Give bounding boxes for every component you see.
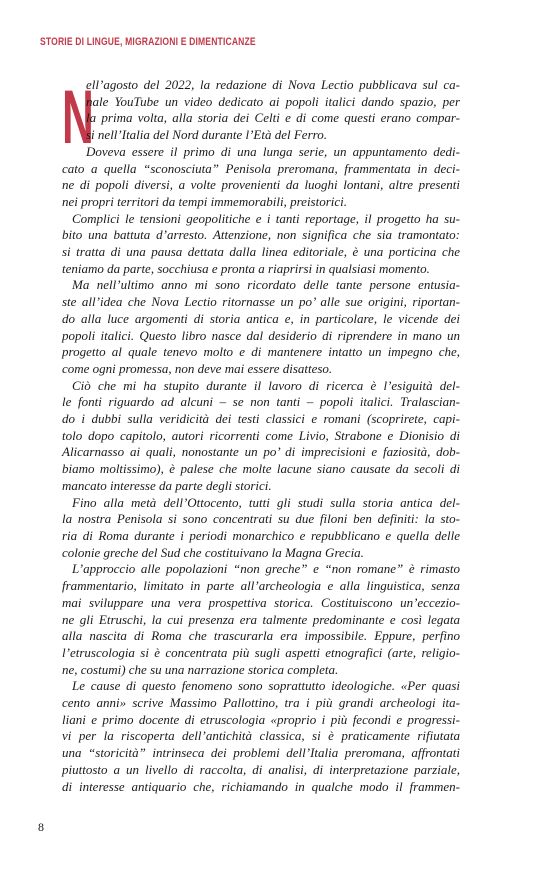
- paragraph: [62, 211, 460, 278]
- text-line: Le cause di questo fenomeno sono soprattutto ideologiche. «Per quasi: [72, 678, 460, 694]
- text-line: frammentario, limitato in parte all’archeologia e alla linguistica, senza: [62, 578, 460, 594]
- text-line: ne di popoli diversi, a volte provenienti da luoghi lontani, altre presenti: [62, 177, 460, 193]
- text-line: mancato interesse da parte degli storici.: [62, 477, 272, 493]
- text-line: colonie greche del Sud che costituivano la Magna Grecia.: [62, 544, 364, 560]
- paragraph: [62, 144, 460, 161]
- paragraph: [62, 378, 460, 495]
- paragraph: [62, 495, 460, 562]
- text-line: nale YouTube un video dedicato ai popoli italici dando spazio, per: [86, 93, 460, 109]
- page-number: 8: [38, 820, 44, 834]
- running-header: STORIE DI LINGUE, MIGRAZIONI E DIMENTICANZE: [40, 36, 256, 48]
- text-line: ne, costumi) che su una narrazione storica completa.: [62, 661, 339, 677]
- text-line: Ma nell’ultimo anno mi sono ricordato delle tante persone entusia-: [72, 277, 460, 293]
- text-line: vi per la riscoperta dell’antichità classica, si è praticamente rifiutata: [62, 728, 460, 744]
- text-line: biamo moltissimo), è palese che molte lacune siano causate da secoli di: [62, 461, 460, 477]
- text-line: ell’agosto del 2022, la redazione di Nova Lectio pubblicava sul ca-: [86, 77, 460, 92]
- paragraph: [62, 561, 460, 678]
- text-line: si nell’Italia del Nord durante l’Età del Ferro.: [86, 127, 327, 143]
- text-line: cento anni» scrive Massimo Pallottino, tra i più grandi archeologi ita-: [62, 695, 460, 711]
- text-line: do i dubbi sulla veridicità dei testi classici e romani (scoprirete, capi-: [62, 411, 460, 427]
- text-line: liani e primo docente di etruscologia «proprio i più fecondi e progressi-: [62, 711, 460, 727]
- text-line: alla nascita di Roma che trascurarla era impossibile. Eppure, perfino: [62, 628, 460, 644]
- text-line: progetto al quale tenevo molto e di mantenere intatto un impegno che,: [62, 344, 460, 360]
- text-line: ria di Roma durante i periodi monarchico e repubblicano e quella delle: [62, 527, 460, 543]
- text-line: si tratta di una pausa dettata dalla linea editoriale, è una porticina che: [62, 244, 460, 260]
- text-line: ste all’idea che Nova Lectio ritornasse un po’ alle sue origini, riportan-: [62, 294, 460, 310]
- text-line: ne gli Etruschi, la cui presenza era talmente predominante e così legata: [62, 611, 460, 627]
- text-line: Alicarnasso ai quali, nonostante un po’ di imprecisioni e faziosità, dob-: [62, 444, 460, 460]
- text-line: bito una battuta d’arresto. Attenzione, non significa che sia tramontato:: [62, 227, 460, 243]
- paragraph: [62, 77, 460, 144]
- text-line: di interesse antiquario che, richiamando in qualche modo il frammen-: [62, 778, 460, 794]
- text-line: la prima volta, alla storia dei Celti e di come questi erano compar-: [86, 110, 460, 126]
- text-line: Ciò che mi ha stupito durante il lavoro di ricerca è l’esiguità del-: [72, 377, 460, 393]
- drop-cap: N: [62, 75, 94, 160]
- text-line: nei propri territori da tempi immemorabili, preistorici.: [62, 193, 348, 209]
- text-line: do alla luce argomenti di storia antica e, in particolare, le vicende dei: [62, 310, 460, 326]
- paragraph: [62, 277, 460, 377]
- text-line: teniamo da parte, socchiusa e pronta a riaprirsi in qualsiasi momento.: [62, 260, 430, 276]
- paragraph: [62, 678, 460, 795]
- text-line: le fonti riguardo ad alcuni – se non tanti – popoli italici. Tralascian-: [62, 394, 460, 410]
- text-line: mai sviluppare una vera prospettiva storica. Costituiscono un’eccezio-: [62, 594, 460, 610]
- text-line: l’etruscologia si è concentrata più sugli aspetti etnografici (arte, religio-: [62, 644, 460, 660]
- text-line: Complici le tensioni geopolitiche e i tanti reportage, il progetto ha su-: [72, 210, 460, 226]
- body-text: [62, 77, 460, 795]
- text-line: la nostra Penisola si sono concentrati su due filoni ben definiti: la sto-: [62, 511, 460, 527]
- text-line: popoli italici. Questo libro nasce dal desiderio di riprendere in mano un: [62, 327, 460, 343]
- text-line: Fino alla metà dell’Ottocento, tutti gli studi sulla storia antica del-: [72, 494, 460, 510]
- paragraph: [62, 161, 460, 211]
- text-line: L’approccio alle popolazioni “non greche” e “non romane” è rimasto: [72, 561, 460, 577]
- text-line: una “storicità” intrinseca dei problemi dell’Italia preromana, affrontati: [62, 745, 460, 761]
- text-line: piuttosto a un livello di raccolta, di analisi, di interpretazione parziale,: [62, 761, 460, 777]
- text-line: Doveva essere il primo di una lunga serie, un appuntamento dedi-: [86, 143, 460, 159]
- text-line: come ogni promessa, non deve mai essere disatteso.: [62, 360, 333, 376]
- text-line: cato a quella “sconosciuta” Penisola preromana, frammentata in deci-: [62, 160, 460, 176]
- text-line: tolo dopo capitolo, autori ricorrenti come Livio, Strabone e Dionisio di: [62, 427, 460, 443]
